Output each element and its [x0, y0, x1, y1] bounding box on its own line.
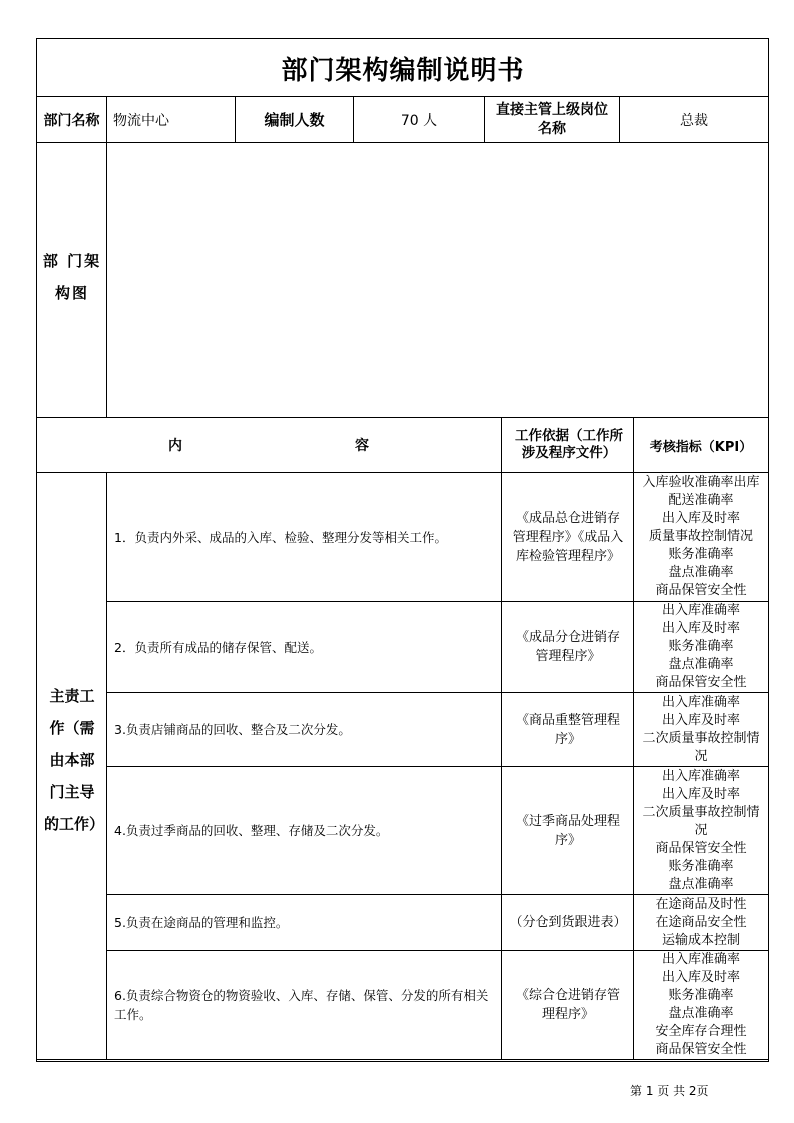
headcount-label: 编制人数: [264, 111, 325, 129]
duty-text: 1．负责内外采、成品的入库、检验、整理分发等相关工作。: [114, 529, 447, 545]
duty-text: 6.负责综合物资仓的物资验收、入库、存储、保管、分发的所有相关工作。: [114, 988, 489, 1022]
duty-kpi-list: [634, 473, 768, 601]
duty-basis: 《成品分仓进销存管理程序》: [516, 630, 621, 664]
kpi-item: 在途商品安全性: [655, 914, 747, 930]
kpi-item: 商品保管安全性: [655, 1042, 747, 1057]
kpi-item: 出入库及时率: [661, 621, 740, 636]
kpi-item: 盘点准确率: [668, 1006, 734, 1021]
dept-name-label: 部门名称: [43, 112, 100, 129]
basis-header: 工作依据（工作所涉及程序文件）: [515, 428, 623, 461]
org-chart-area: [107, 143, 768, 417]
kpi-item: 出入库及时率: [661, 712, 740, 728]
kpi-item: 出入库准确率: [661, 768, 740, 784]
duty-kpi-list: [634, 895, 768, 950]
content-header-b: 容: [355, 438, 369, 454]
kpi-item: 账务准确率: [668, 858, 734, 874]
kpi-item: 质量事故控制情况: [648, 529, 753, 544]
kpi-item: 运输成本控制: [661, 932, 740, 948]
kpi-item: 在途商品及时性: [655, 896, 747, 912]
duty-text: 3.负责店铺商品的回收、整合及二次分发。: [114, 722, 351, 737]
kpi-item: 入库验收准确率出库配送准确率: [642, 475, 760, 508]
kpi-item: 出入库准确率: [661, 694, 740, 710]
superior-value: 总裁: [680, 112, 708, 129]
document-title: 部门架构编制说明书: [281, 55, 525, 86]
kpi-item: 出入库准确率: [661, 603, 740, 618]
kpi-item: 出入库及时率: [661, 786, 740, 802]
kpi-item: 安全库存合理性: [655, 1024, 747, 1039]
divider: [37, 1059, 769, 1060]
duty-basis: （分仓到货跟进表）: [509, 915, 627, 930]
duty-text: 4.负责过季商品的回收、整理、存储及二次分发。: [114, 823, 389, 838]
main-duties-label: 主责工作（需由本部门主导的工作）: [44, 687, 105, 833]
kpi-item: 出入库及时率: [661, 511, 740, 526]
dept-name-value: 物流中心: [113, 112, 169, 129]
kpi-item: 出入库准确率: [661, 952, 740, 967]
headcount-value: 70 人: [400, 112, 438, 129]
divider: [106, 472, 107, 1059]
superior-label: 直接主管上级岗位名称: [496, 101, 608, 137]
kpi-item: 商品保管安全性: [655, 840, 747, 856]
divider: [484, 96, 485, 142]
duty-basis: 《过季商品处理程序》: [516, 813, 621, 848]
kpi-item: 盘点准确率: [668, 565, 734, 580]
kpi-header: 考核指标（KPI）: [649, 439, 753, 455]
duty-text: 2．负责所有成品的储存保管、配送。: [114, 639, 322, 655]
kpi-item: 盘点准确率: [668, 876, 734, 892]
kpi-item: 账务准确率: [668, 639, 734, 654]
kpi-item: 账务准确率: [668, 988, 734, 1003]
kpi-item: 出入库及时率: [661, 970, 740, 985]
duty-kpi-list: [634, 951, 768, 1059]
duty-text: 5.负责在途商品的管理和监控。: [114, 915, 289, 930]
duty-kpi-list: [634, 602, 768, 692]
org-chart-label: 部 门架构图: [42, 252, 102, 302]
duty-kpi-list: [634, 693, 768, 766]
duty-basis: 《商品重整管理程序》: [516, 712, 621, 747]
duty-basis: 《综合仓进销存管理程序》: [515, 988, 620, 1022]
kpi-item: 盘点准确率: [668, 657, 734, 672]
duty-kpi-list: [634, 767, 768, 894]
kpi-item: 商品保管安全性: [655, 675, 747, 690]
duty-basis: 《成品总仓进销存管理程序》《成品入库检验管理程序》: [512, 510, 624, 564]
content-header-a: 内: [168, 438, 182, 454]
kpi-item: 二次质量事故控制情况: [642, 730, 760, 764]
kpi-item: 商品保管安全性: [655, 583, 747, 598]
page-number: 第 1 页 共 2页: [630, 1084, 709, 1098]
kpi-item: 二次质量事故控制情况: [642, 804, 760, 838]
kpi-item: 账务准确率: [668, 547, 734, 562]
